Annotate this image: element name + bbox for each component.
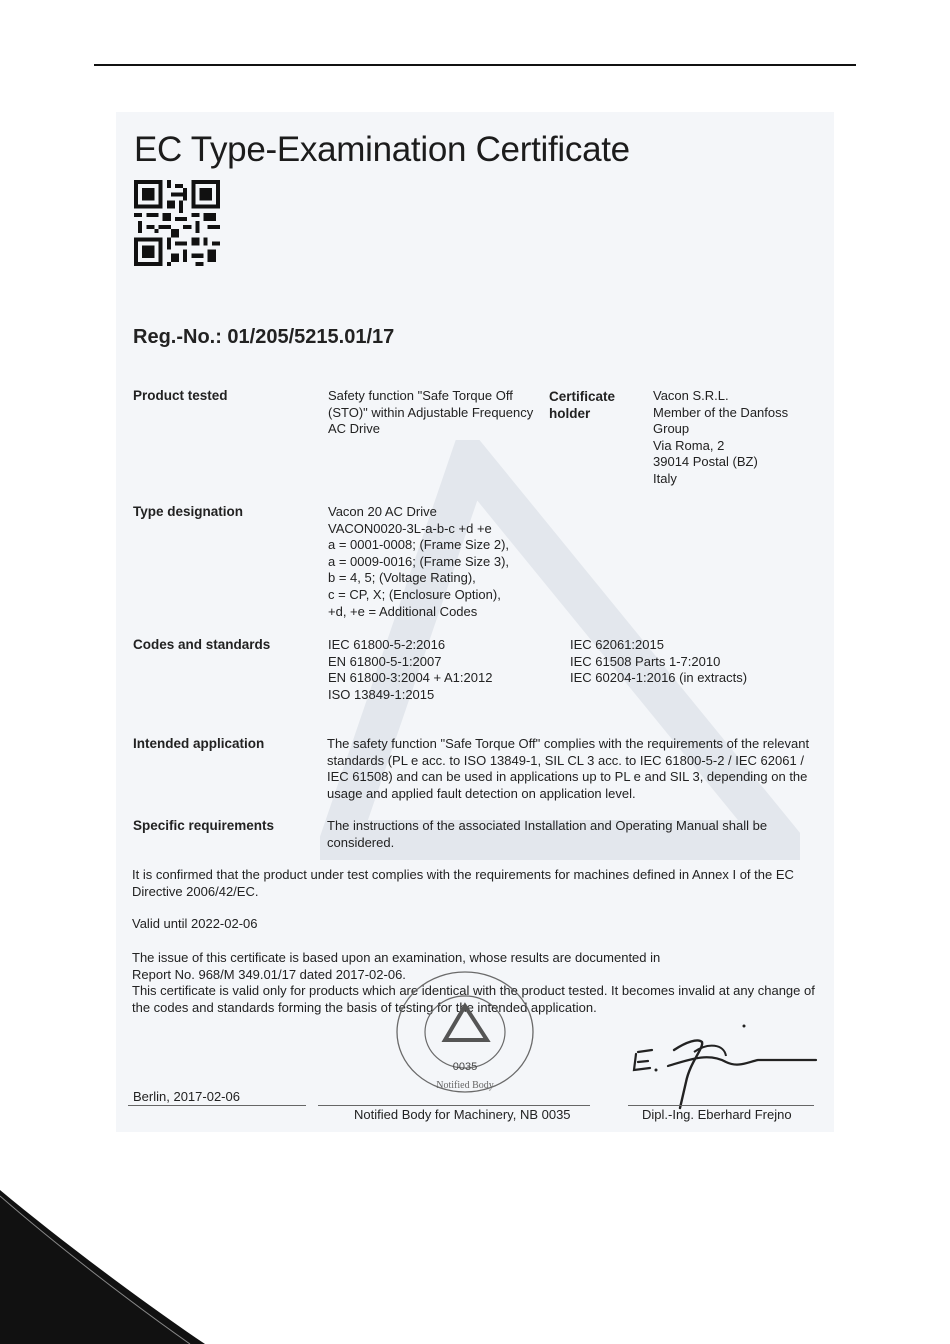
codes-standards-label: Codes and standards: [133, 637, 271, 652]
label-line: Certificate: [549, 389, 616, 404]
text-line: VACON0020-3L-a-b-c +d +e: [328, 520, 492, 536]
specific-requirements-value: [327, 818, 767, 851]
text-line: Safety function "Safe Torque Off: [328, 388, 513, 403]
standard-item: EN 61800-3:2004 + A1:2012: [328, 670, 493, 686]
product-tested-label: Product tested: [133, 388, 228, 403]
text-line: c = CP, X; (Enclosure Option),: [328, 586, 501, 602]
notified-body-stamp: [393, 970, 537, 1100]
intended-application-value: [327, 736, 809, 802]
standard-item: IEC 61800-5-2:2016: [328, 637, 446, 652]
text-line: Member of the Danfoss: [653, 404, 789, 420]
registration-number: Reg.-No.: 01/205/5215.01/17: [133, 326, 395, 348]
top-rule: [94, 64, 856, 66]
text-line: Vacon 20 AC Drive: [328, 504, 437, 519]
type-designation-label: Type designation: [133, 504, 244, 519]
text-line: a = 0009-0016; (Frame Size 3),: [328, 553, 510, 569]
certificate-title: EC Type-Examination Certificate: [134, 130, 630, 169]
codes-standards-col1: [328, 637, 492, 703]
corner-decoration: [0, 1190, 220, 1344]
text-line: Report No. 968/M 349.01/17 dated 2017-02-06.: [132, 966, 406, 982]
text-line: The instructions of the associated Installation and Operating Manual shall be: [327, 818, 768, 833]
codes-standards-col2: [570, 637, 747, 687]
handwritten-signature: [628, 1022, 818, 1112]
text-line: AC Drive: [328, 421, 381, 437]
standard-item: IEC 62061:2015: [570, 637, 664, 652]
product-tested-value: [328, 388, 533, 438]
text-line: Via Roma, 2: [653, 437, 725, 453]
text-line: Valid until 2022-02-06: [132, 916, 258, 931]
stamp-text: Notified Body: [436, 1080, 494, 1091]
notified-body-caption: Notified Body for Machinery, NB 0035: [354, 1107, 571, 1122]
text-line: IEC 61508) and can be used in applications up to PL e and SIL 3, depending on the: [327, 769, 808, 785]
label-line: holder: [549, 406, 591, 421]
text-line: standards (PL e acc. to ISO 13849-1, SIL CL 3 acc. to IEC 61800-5-2 / IEC 62061 /: [327, 752, 804, 768]
text-line: It is confirmed that the product under test complies with the requirements for machines defined in Annex I of the EC: [132, 867, 794, 882]
text-line: The safety function "Safe Torque Off" complies with the requirements of the relevant: [327, 736, 810, 751]
text-line: Italy: [653, 470, 677, 486]
text-line: the codes and standards forming the basis of testing for the intended application.: [132, 999, 597, 1015]
type-designation-value: [328, 504, 509, 620]
confirmation-text: [132, 867, 794, 900]
certificate-holder-value: [653, 388, 788, 488]
text-line: (STO)" within Adjustable Frequency: [328, 404, 534, 420]
text-line: Group: [653, 421, 690, 437]
valid-until: [132, 916, 258, 933]
text-line: The issue of this certificate is based upon an examination, whose results are documented in: [132, 950, 661, 965]
place-date: Berlin, 2017-02-06: [133, 1089, 240, 1104]
standard-item: IEC 61508 Parts 1-7:2010: [570, 653, 721, 669]
text-line: Directive 2006/42/EC.: [132, 883, 259, 899]
text-line: Vacon S.R.L.: [653, 388, 729, 403]
standard-item: ISO 13849-1:2015: [328, 686, 435, 702]
standard-item: IEC 60204-1:2016 (in extracts): [570, 670, 748, 686]
text-line: b = 4, 5; (Voltage Rating),: [328, 570, 476, 586]
text-line: considered.: [327, 834, 395, 850]
signatory-line: [628, 1105, 814, 1106]
notified-body-line: [318, 1105, 590, 1106]
qr-code: [134, 180, 220, 266]
text-line: This certificate is valid only for products which are identical with the product tested. It becomes invalid at any change of: [132, 983, 815, 999]
signatory-name: Dipl.-Ing. Eberhard Frejno: [642, 1107, 792, 1122]
text-line: +d, +e = Additional Codes: [328, 603, 478, 619]
certificate-holder-label: [549, 388, 615, 422]
specific-requirements-label: Specific requirements: [133, 818, 275, 833]
text-line: usage and applied fault detection on application level.: [327, 785, 636, 801]
place-date-line: [128, 1105, 306, 1106]
intended-application-label: Intended application: [133, 736, 265, 751]
text-line: a = 0001-0008; (Frame Size 2),: [328, 537, 510, 553]
stamp-number: 0035: [452, 1061, 478, 1073]
text-line: 39014 Postal (BZ): [653, 454, 758, 470]
standard-item: EN 61800-5-1:2007: [328, 653, 442, 669]
